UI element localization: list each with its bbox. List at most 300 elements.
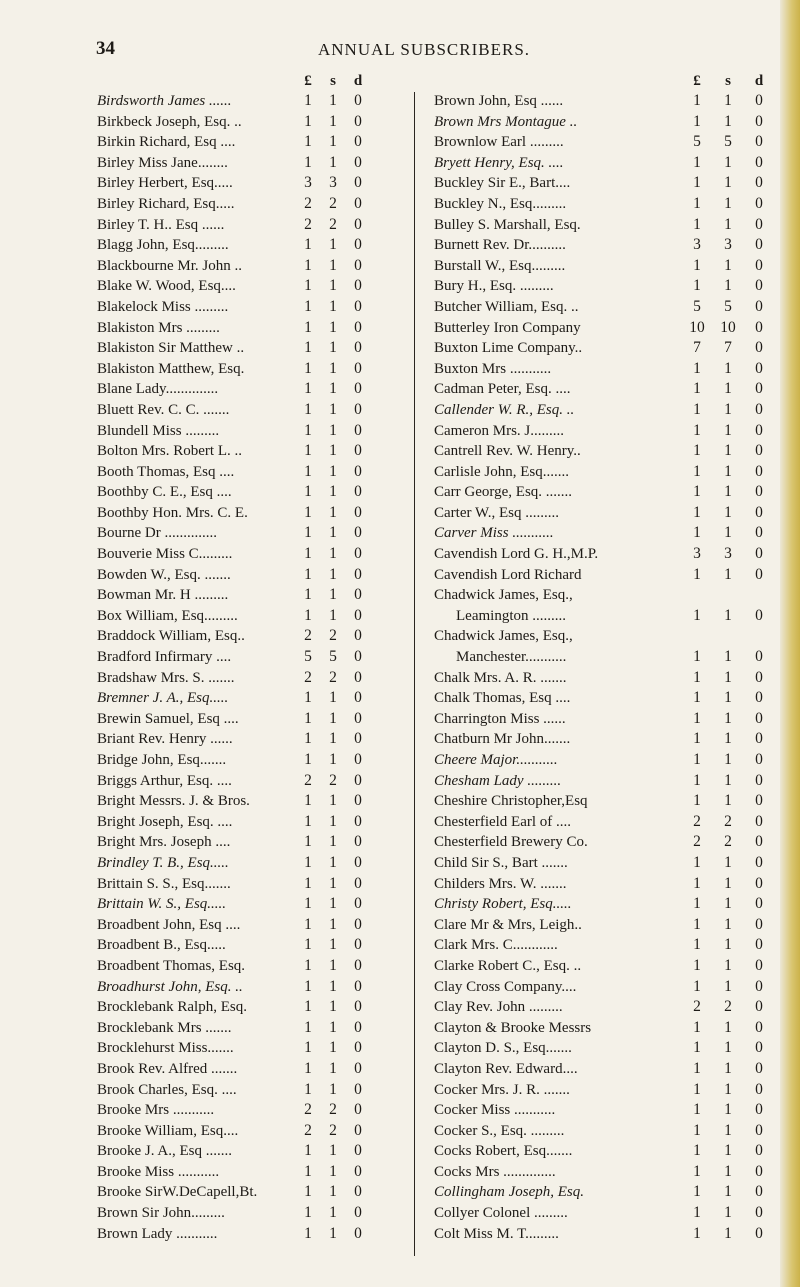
pence-amount: 0 xyxy=(755,153,763,171)
subscriber-name: Clark Mrs. C............ xyxy=(434,937,558,954)
shillings-amount: 1 xyxy=(329,792,337,810)
subscriber-row xyxy=(422,771,776,792)
subscriber-row xyxy=(97,894,411,915)
subscriber-row xyxy=(97,1018,411,1039)
subscriber-name: Christy Robert, Esq..... xyxy=(434,896,572,913)
subscriber-name: Cadman Peter, Esq. .... xyxy=(434,381,571,398)
subscriber-row xyxy=(422,462,776,483)
pounds-amount: 1 xyxy=(693,1059,701,1077)
pounds-amount: 1 xyxy=(304,380,312,398)
pounds-amount: 2 xyxy=(693,833,701,851)
subscriber-row xyxy=(422,1182,776,1203)
pounds-amount: 1 xyxy=(693,1224,701,1242)
subscriber-name: Birley T. H.. Esq ...... xyxy=(97,216,225,233)
pounds-amount: 1 xyxy=(304,297,312,315)
shillings-amount: 1 xyxy=(724,730,732,748)
subscriber-name: Brooke SirW.DeCapell,Bt. xyxy=(97,1184,258,1201)
pounds-amount: 1 xyxy=(693,421,701,439)
pence-amount: 0 xyxy=(755,400,763,418)
page-edge xyxy=(780,0,800,1287)
subscriber-row xyxy=(422,441,776,462)
subscriber-row xyxy=(97,297,411,318)
subscriber-row xyxy=(97,688,411,709)
shillings-amount: 1 xyxy=(724,915,732,933)
shillings-amount: 1 xyxy=(329,1080,337,1098)
pounds-header: £ xyxy=(693,73,701,89)
subscriber-row xyxy=(97,256,411,277)
subscriber-name: Chesham Lady ......... xyxy=(434,772,562,789)
shillings-amount: 1 xyxy=(724,174,732,192)
subscriber-name: Bremner J. A., Esq..... xyxy=(97,690,229,707)
subscriber-row xyxy=(422,935,776,956)
subscriber-row xyxy=(422,523,776,544)
pence-amount: 0 xyxy=(354,895,362,913)
pounds-amount: 1 xyxy=(693,1018,701,1036)
shillings-amount: 1 xyxy=(724,1142,732,1160)
pence-amount: 0 xyxy=(755,915,763,933)
subscriber-name: Boothby C. E., Esq .... xyxy=(97,484,232,501)
pounds-amount: 1 xyxy=(304,524,312,542)
pence-amount: 0 xyxy=(354,956,362,974)
pounds-amount: 1 xyxy=(304,812,312,830)
subscriber-name: Cocker S., Esq. ......... xyxy=(434,1122,565,1139)
pounds-amount: 2 xyxy=(693,812,701,830)
pence-amount: 0 xyxy=(354,153,362,171)
subscriber-row xyxy=(97,441,411,462)
shillings-amount: 1 xyxy=(329,689,337,707)
subscriber-name: Cocker Mrs. J. R. ....... xyxy=(434,1081,570,1098)
subscriber-name: Brown Lady ........... xyxy=(97,1225,218,1242)
subscriber-name: Blakelock Miss ......... xyxy=(97,298,229,315)
shillings-amount: 1 xyxy=(329,1224,337,1242)
subscriber-name: Clayton D. S., Esq....... xyxy=(434,1040,572,1057)
pounds-amount: 1 xyxy=(304,256,312,274)
shillings-amount: 1 xyxy=(329,853,337,871)
pence-amount: 0 xyxy=(354,524,362,542)
subscriber-row xyxy=(97,729,411,750)
pence-amount: 0 xyxy=(354,545,362,563)
subscriber-row xyxy=(97,874,411,895)
pence-amount: 0 xyxy=(755,977,763,995)
subscriber-row xyxy=(422,1080,776,1101)
subscriber-row xyxy=(422,585,776,606)
subscriber-name: Chadwick James, Esq., xyxy=(434,628,573,645)
shillings-amount: 2 xyxy=(329,215,337,233)
pounds-amount: 1 xyxy=(304,956,312,974)
subscriber-name: Cocks Mrs .............. xyxy=(434,1163,556,1180)
subscriber-row xyxy=(97,853,411,874)
subscriber-row xyxy=(422,132,776,153)
shillings-amount: 1 xyxy=(329,483,337,501)
shillings-amount: 1 xyxy=(329,153,337,171)
subscriber-row xyxy=(97,832,411,853)
subscriber-name: Cavendish Lord Richard xyxy=(434,566,582,583)
subscriber-name: Bourne Dr .............. xyxy=(97,525,217,542)
pence-amount: 0 xyxy=(755,1142,763,1160)
pence-amount: 0 xyxy=(755,1162,763,1180)
pence-amount: 0 xyxy=(354,565,362,583)
shillings-amount: 1 xyxy=(724,853,732,871)
subscriber-name: Chesterfield Earl of .... xyxy=(434,813,572,830)
pounds-amount: 1 xyxy=(693,277,701,295)
subscriber-name: Charrington Miss ...... xyxy=(434,710,566,727)
amount-header-row xyxy=(97,71,411,91)
shillings-amount: 1 xyxy=(724,874,732,892)
subscriber-row xyxy=(422,729,776,750)
pounds-amount: 1 xyxy=(693,874,701,892)
subscriber-name: Birkin Richard, Esq .... xyxy=(97,134,236,151)
shillings-amount: 1 xyxy=(724,709,732,727)
pence-amount: 0 xyxy=(354,792,362,810)
subscriber-row xyxy=(97,626,411,647)
pounds-amount: 1 xyxy=(304,153,312,171)
subscriber-name: Cameron Mrs. J......... xyxy=(434,422,564,439)
shillings-amount: 1 xyxy=(329,277,337,295)
shillings-amount: 1 xyxy=(724,256,732,274)
subscriber-row xyxy=(422,338,776,359)
pence-amount: 0 xyxy=(755,1204,763,1222)
subscriber-name: Buxton Mrs ........... xyxy=(434,360,552,377)
pounds-amount: 1 xyxy=(304,565,312,583)
pounds-amount: 1 xyxy=(304,1224,312,1242)
shillings-amount: 1 xyxy=(724,215,732,233)
shillings-amount: 3 xyxy=(724,545,732,563)
pounds-amount: 1 xyxy=(304,874,312,892)
pounds-amount: 1 xyxy=(693,771,701,789)
pounds-amount: 1 xyxy=(693,1183,701,1201)
pounds-amount: 2 xyxy=(304,668,312,686)
pence-amount: 0 xyxy=(755,1018,763,1036)
shillings-amount: 1 xyxy=(329,606,337,624)
pounds-amount: 3 xyxy=(304,174,312,192)
subscriber-row xyxy=(97,1203,411,1224)
pounds-amount: 1 xyxy=(304,1059,312,1077)
pence-amount: 0 xyxy=(354,133,362,151)
pounds-amount: 1 xyxy=(693,483,701,501)
pounds-amount: 1 xyxy=(304,586,312,604)
pence-amount: 0 xyxy=(755,256,763,274)
pounds-amount: 1 xyxy=(304,545,312,563)
shillings-amount: 2 xyxy=(329,1101,337,1119)
pounds-amount: 1 xyxy=(693,1101,701,1119)
pounds-amount: 1 xyxy=(693,709,701,727)
subscriber-name: Buxton Lime Company.. xyxy=(434,340,583,357)
subscriber-row xyxy=(97,771,411,792)
subscriber-row xyxy=(422,565,776,586)
subscriber-name: Brewin Samuel, Esq .... xyxy=(97,710,239,727)
pence-amount: 0 xyxy=(354,833,362,851)
pounds-amount: 1 xyxy=(304,133,312,151)
subscriber-row xyxy=(97,215,411,236)
pence-amount: 0 xyxy=(755,1183,763,1201)
shillings-amount: 1 xyxy=(724,1224,732,1242)
shillings-amount: 1 xyxy=(724,1101,732,1119)
pounds-amount: 2 xyxy=(304,1101,312,1119)
pence-amount: 0 xyxy=(755,936,763,954)
pence-amount: 0 xyxy=(354,318,362,336)
subscriber-row xyxy=(97,1038,411,1059)
pence-amount: 0 xyxy=(354,853,362,871)
subscriber-row xyxy=(422,1059,776,1080)
subscriber-row xyxy=(97,668,411,689)
subscriber-row xyxy=(422,379,776,400)
subscriber-name: Clare Mr & Mrs, Leigh.. xyxy=(434,916,582,933)
subscriber-name: Brooke J. A., Esq ....... xyxy=(97,1143,232,1160)
shillings-amount: 1 xyxy=(724,771,732,789)
pence-amount: 0 xyxy=(354,400,362,418)
pence-amount: 0 xyxy=(354,668,362,686)
pounds-amount: 1 xyxy=(693,606,701,624)
pence-amount: 0 xyxy=(755,1080,763,1098)
subscriber-name: Broadbent Thomas, Esq. xyxy=(97,957,246,974)
subscriber-name: Clayton & Brooke Messrs xyxy=(434,1019,592,1036)
shillings-amount: 1 xyxy=(724,1183,732,1201)
shillings-amount: 1 xyxy=(724,483,732,501)
shillings-amount: 5 xyxy=(329,648,337,666)
subscriber-name: Blane Lady.............. xyxy=(97,381,219,398)
subscriber-row xyxy=(422,194,776,215)
page-number: 34 xyxy=(96,38,115,59)
pounds-amount: 1 xyxy=(693,400,701,418)
subscriber-name: Bridge John, Esq....... xyxy=(97,752,227,768)
pence-amount: 0 xyxy=(755,648,763,666)
shillings-amount: 1 xyxy=(329,977,337,995)
shillings-amount: 1 xyxy=(329,133,337,151)
subscriber-name: Bright Joseph, Esq. .... xyxy=(97,813,233,830)
subscriber-row xyxy=(422,894,776,915)
pounds-amount: 1 xyxy=(693,380,701,398)
pence-amount: 0 xyxy=(755,112,763,130)
pence-amount: 0 xyxy=(755,792,763,810)
pounds-amount: 1 xyxy=(693,215,701,233)
shillings-amount: 1 xyxy=(724,400,732,418)
pence-amount: 0 xyxy=(755,812,763,830)
pence-amount: 0 xyxy=(354,1224,362,1242)
subscriber-row xyxy=(422,235,776,256)
shillings-amount: 1 xyxy=(329,565,337,583)
subscriber-row xyxy=(97,606,411,627)
pounds-amount: 1 xyxy=(304,236,312,254)
subscriber-row xyxy=(422,482,776,503)
subscriber-name: Cheshire Christopher,Esq xyxy=(434,793,588,810)
pounds-amount: 1 xyxy=(693,1039,701,1057)
shillings-amount: 1 xyxy=(329,998,337,1016)
shillings-amount: 1 xyxy=(724,380,732,398)
pounds-amount: 1 xyxy=(304,318,312,336)
subscriber-row xyxy=(97,750,411,771)
shillings-amount: 2 xyxy=(329,1121,337,1139)
pence-amount: 0 xyxy=(755,297,763,315)
pounds-amount: 1 xyxy=(304,751,312,768)
pounds-amount: 1 xyxy=(304,792,312,810)
pence-amount: 0 xyxy=(755,709,763,727)
pounds-amount: 1 xyxy=(693,853,701,871)
subscriber-name: Childers Mrs. W. ....... xyxy=(434,875,567,892)
pence-amount: 0 xyxy=(755,442,763,460)
pounds-amount: 1 xyxy=(693,668,701,686)
subscriber-row xyxy=(422,1141,776,1162)
subscriber-row xyxy=(422,256,776,277)
shillings-amount: 1 xyxy=(329,956,337,974)
pounds-amount: 1 xyxy=(304,895,312,913)
pence-amount: 0 xyxy=(354,380,362,398)
pence-amount: 0 xyxy=(354,915,362,933)
subscriber-name: Bowman Mr. H ......... xyxy=(97,587,229,604)
shillings-amount: 1 xyxy=(329,936,337,954)
pounds-amount: 1 xyxy=(693,730,701,748)
subscriber-row xyxy=(97,915,411,936)
pence-amount: 0 xyxy=(354,936,362,954)
subscriber-row xyxy=(97,585,411,606)
shillings-amount: 5 xyxy=(724,297,732,315)
subscriber-name: Blakiston Sir Matthew .. xyxy=(97,340,245,357)
shillings-amount: 1 xyxy=(724,153,732,171)
pence-amount: 0 xyxy=(354,1101,362,1119)
subscriber-row xyxy=(422,1203,776,1224)
pence-amount: 0 xyxy=(755,853,763,871)
pence-amount: 0 xyxy=(755,1101,763,1119)
shillings-amount: 1 xyxy=(329,1018,337,1036)
shillings-amount: 1 xyxy=(724,1018,732,1036)
pounds-amount: 1 xyxy=(693,915,701,933)
pence-amount: 0 xyxy=(755,689,763,707)
pence-amount: 0 xyxy=(354,442,362,460)
pounds-amount: 1 xyxy=(304,1183,312,1201)
pounds-amount: 1 xyxy=(693,1162,701,1180)
pence-amount: 0 xyxy=(755,606,763,624)
subscriber-name: Brown Sir John......... xyxy=(97,1205,225,1222)
subscriber-name: Blakiston Mrs ......... xyxy=(97,319,220,336)
pounds-amount: 3 xyxy=(693,545,701,563)
shillings-amount: 1 xyxy=(329,895,337,913)
pence-amount: 0 xyxy=(354,503,362,521)
pounds-amount: 7 xyxy=(693,339,701,357)
pence-amount: 0 xyxy=(755,483,763,501)
subscriber-name: Bradford Infirmary .... xyxy=(97,649,232,666)
subscriber-row xyxy=(97,359,411,380)
subscriber-name: Carter W., Esq ......... xyxy=(434,504,559,521)
subscriber-name: Cocks Robert, Esq....... xyxy=(434,1143,573,1160)
pounds-amount: 1 xyxy=(304,1204,312,1222)
subscriber-row xyxy=(97,935,411,956)
subscriber-row xyxy=(97,647,411,668)
pounds-amount: 1 xyxy=(693,1080,701,1098)
shillings-amount: 1 xyxy=(724,92,732,109)
pounds-amount: 1 xyxy=(304,915,312,933)
subscriber-row xyxy=(422,853,776,874)
subscriber-row xyxy=(97,791,411,812)
shillings-header: s xyxy=(725,73,731,89)
subscriber-row xyxy=(97,1100,411,1121)
pounds-amount: 1 xyxy=(693,256,701,274)
subscriber-row xyxy=(422,626,776,647)
pence-amount: 0 xyxy=(755,503,763,521)
pounds-amount: 1 xyxy=(304,1080,312,1098)
pence-amount: 0 xyxy=(354,709,362,727)
shillings-amount: 2 xyxy=(724,812,732,830)
shillings-amount: 1 xyxy=(329,1039,337,1057)
subscriber-name: Buckley Sir E., Bart.... xyxy=(434,175,571,192)
subscriber-name: Callender W. R., Esq. .. xyxy=(434,401,575,418)
subscriber-row xyxy=(422,668,776,689)
subscriber-row xyxy=(422,1162,776,1183)
shillings-amount: 1 xyxy=(724,503,732,521)
subscriber-row xyxy=(97,1080,411,1101)
subscriber-row xyxy=(97,565,411,586)
subscriber-row xyxy=(422,153,776,174)
pence-amount: 0 xyxy=(755,174,763,192)
shillings-amount: 1 xyxy=(329,812,337,830)
subscriber-row xyxy=(97,112,411,133)
pounds-amount: 1 xyxy=(304,730,312,748)
subscriber-row xyxy=(97,276,411,297)
subscriber-name: Chatburn Mr John....... xyxy=(434,731,571,748)
shillings-amount: 1 xyxy=(724,565,732,583)
subscriber-name: Carver Miss ........... xyxy=(434,525,554,542)
subscriber-name: Brooke Mrs ........... xyxy=(97,1102,215,1119)
subscriber-row xyxy=(97,1182,411,1203)
pounds-amount: 1 xyxy=(693,751,701,768)
page-header xyxy=(0,38,780,62)
shillings-amount: 1 xyxy=(329,1204,337,1222)
subscriber-row xyxy=(97,977,411,998)
subscriber-row xyxy=(422,977,776,998)
subscriber-name: Colt Miss M. T......... xyxy=(434,1225,559,1242)
pence-amount: 0 xyxy=(354,812,362,830)
pence-amount: 0 xyxy=(354,277,362,295)
pounds-amount: 1 xyxy=(693,462,701,480)
pence-amount: 0 xyxy=(755,318,763,336)
shillings-amount: 1 xyxy=(724,751,732,768)
subscriber-name: Blundell Miss ......... xyxy=(97,422,220,439)
pence-header: d xyxy=(353,73,363,89)
subscriber-name: Bouverie Miss C......... xyxy=(97,546,233,563)
subscriber-name: Box William, Esq......... xyxy=(97,607,238,624)
pence-amount: 0 xyxy=(755,1224,763,1242)
subscriber-row xyxy=(97,194,411,215)
subscriber-name: Bolton Mrs. Robert L. .. xyxy=(97,443,242,460)
shillings-amount: 1 xyxy=(329,833,337,851)
pounds-amount: 1 xyxy=(304,1039,312,1057)
subscriber-name: Bryett Henry, Esq. .... xyxy=(434,154,564,171)
pounds-amount: 1 xyxy=(693,92,701,109)
shillings-header: s xyxy=(330,73,336,89)
pounds-amount: 1 xyxy=(304,1018,312,1036)
shillings-amount: 1 xyxy=(329,380,337,398)
subscriber-row xyxy=(97,523,411,544)
pounds-amount: 1 xyxy=(304,936,312,954)
subscriber-row xyxy=(422,1224,776,1245)
pence-amount: 0 xyxy=(354,236,362,254)
subscriber-row xyxy=(97,482,411,503)
subscriber-name: Buckley N., Esq......... xyxy=(434,195,567,212)
subscriber-name: Chadwick James, Esq., xyxy=(434,587,573,604)
shillings-amount: 1 xyxy=(724,977,732,995)
subscriber-row xyxy=(97,462,411,483)
subscriber-name: Brown Mrs Montague .. xyxy=(434,113,578,130)
pence-amount: 0 xyxy=(354,1039,362,1057)
subscriber-row xyxy=(97,1162,411,1183)
subscriber-name: Bright Messrs. J. & Bros. xyxy=(97,793,250,810)
pence-amount: 0 xyxy=(354,1059,362,1077)
shillings-amount: 1 xyxy=(724,668,732,686)
subscriber-name: Blakiston Matthew, Esq. xyxy=(97,360,245,377)
pounds-amount: 1 xyxy=(304,339,312,357)
pounds-amount: 2 xyxy=(693,998,701,1016)
pounds-amount: 3 xyxy=(693,236,701,254)
pounds-amount: 1 xyxy=(304,853,312,871)
subscriber-row xyxy=(97,1224,411,1245)
